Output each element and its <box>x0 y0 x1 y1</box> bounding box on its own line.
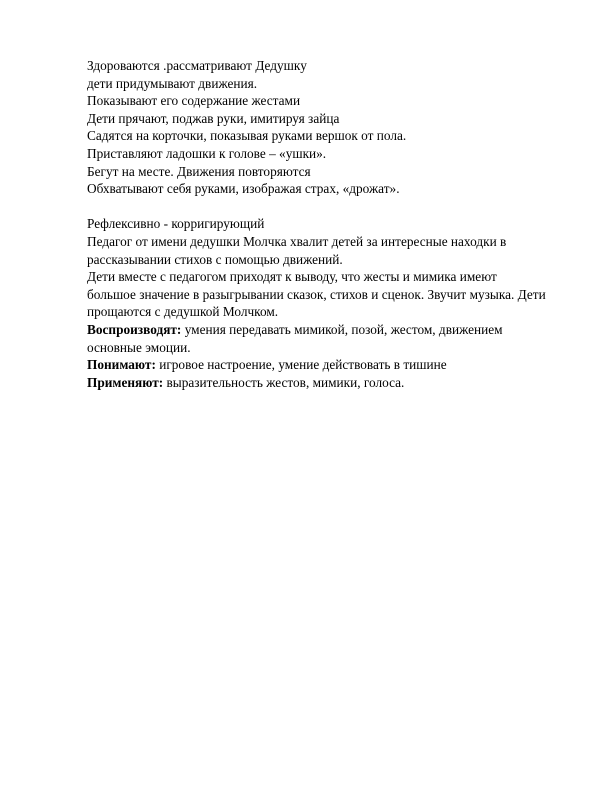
apply-text: выразительность жестов, мимики, голоса. <box>163 374 405 390</box>
text-line: Бегут на месте. Движения повторяются <box>87 163 311 179</box>
reproduce-line <box>87 321 557 339</box>
text-line: основные эмоции. <box>87 339 191 355</box>
apply-label: Применяют: <box>87 374 164 390</box>
apply-line <box>87 374 557 392</box>
blank-line <box>87 198 557 216</box>
reproduce-label: Воспроизводят: <box>87 321 182 337</box>
text-line: рассказывании стихов с помощью движений. <box>87 251 343 267</box>
reproduce-text: умения передавать мимикой, позой, жестом, движением <box>181 321 503 337</box>
document-page <box>87 57 557 391</box>
text-line: Здороваются .рассматривают Дедушку <box>87 58 307 73</box>
understand-text: игровое настроение, умение действовать в тишине <box>155 357 447 373</box>
understand-label: Понимают: <box>87 357 156 373</box>
text-line: Дети прячают, поджав руки, имитируя зайца <box>87 110 340 126</box>
text-line: Приставляют ладошки к голове – «ушки». <box>87 145 327 161</box>
text-line: большое значение в разыгрывании сказок, стихов и сценок. Звучит музыка. Дети <box>87 286 546 302</box>
text-line: прощаются с дедушкой Молчком. <box>87 304 279 320</box>
text-line: Садятся на корточки, показывая руками вершок от пола. <box>87 128 407 144</box>
text-line: Показывают его содержание жестами <box>87 93 301 109</box>
section-heading: Рефлексивно - корригирующий <box>87 216 265 232</box>
text-line: Обхватывают себя руками, изображая страх, «дрожат». <box>87 181 400 197</box>
understand-line <box>87 356 557 374</box>
text-line: дети придумывают движения. <box>87 75 258 91</box>
text-line: Дети вместе с педагогом приходят к выводу, что жесты и мимика имеют <box>87 269 497 285</box>
text-line: Педагог от имени дедушки Молчка хвалит детей за интересные находки в <box>87 233 507 249</box>
